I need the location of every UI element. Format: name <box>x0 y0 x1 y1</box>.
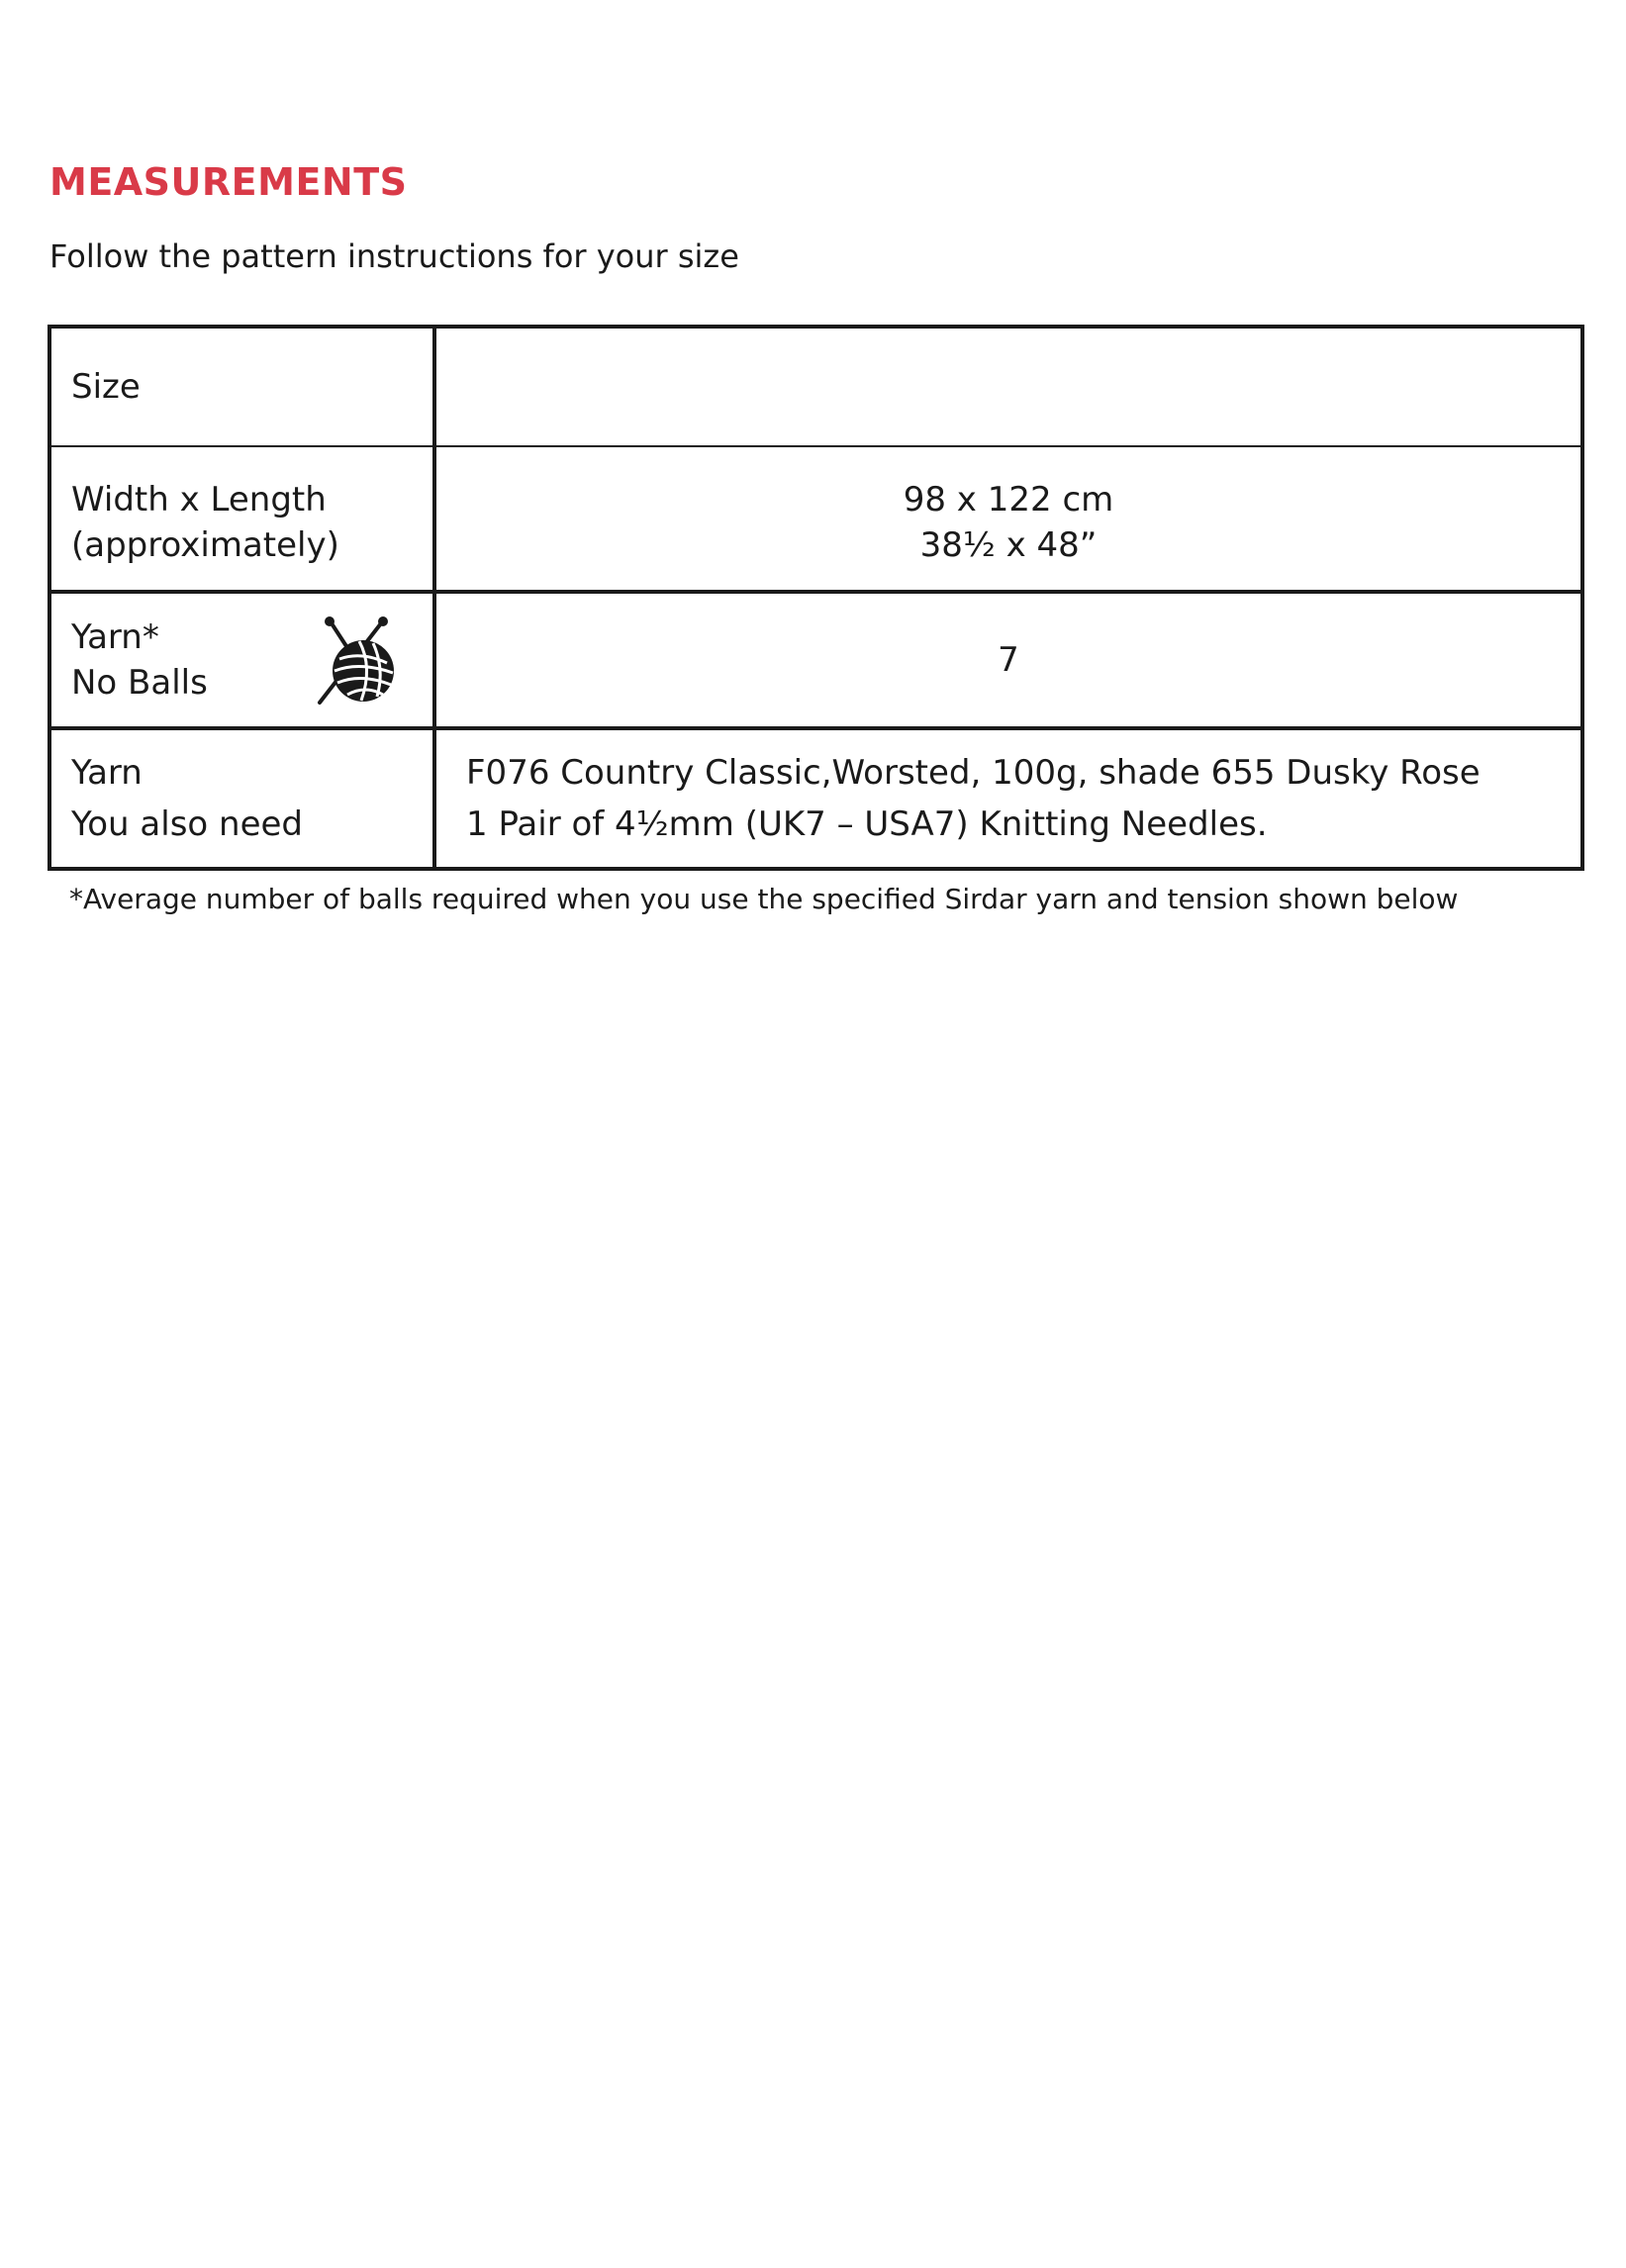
width-length-label-line-2: (approximately) <box>71 525 339 565</box>
yarn-balls-value: 7 <box>434 592 1582 728</box>
yarn-balls-label <box>49 592 434 728</box>
yarn-ball-with-needles-icon <box>314 615 397 707</box>
size-label: Size <box>49 327 434 446</box>
width-length-value <box>434 446 1582 592</box>
measurements-table <box>48 325 1584 871</box>
page-heading: MEASUREMENTS <box>49 160 408 204</box>
width-length-label <box>49 446 434 592</box>
table-row-width-length <box>49 446 1582 592</box>
page-subtitle: Follow the pattern instructions for your size <box>49 237 739 275</box>
yarn-needs-value <box>434 728 1582 869</box>
width-length-metric: 98 x 122 cm <box>903 480 1114 520</box>
table-row-size <box>49 327 1582 446</box>
yarn-balls-label-line-2: No Balls <box>71 663 208 703</box>
width-length-imperial: 38½ x 48” <box>919 525 1098 565</box>
table-row-yarn-needs <box>49 728 1582 869</box>
yarn-balls-label-line-1: Yarn* <box>71 617 159 657</box>
yarn-description: F076 Country Classic,Worsted, 100g, shade 655 Dusky Rose <box>466 753 1481 793</box>
table-row-yarn-balls <box>49 592 1582 728</box>
size-value <box>434 327 1582 446</box>
yarn-needs-label-line-2: You also need <box>71 804 303 844</box>
width-length-label-line-1: Width x Length <box>71 480 327 520</box>
yarn-needs-label <box>49 728 434 869</box>
yarn-needs-label-line-1: Yarn <box>71 753 143 793</box>
needles-description: 1 Pair of 4½mm (UK7 – USA7) Knitting Needles. <box>466 804 1268 844</box>
footnote: *Average number of balls required when you use the specified Sirdar yarn and tension shown below <box>69 883 1459 915</box>
